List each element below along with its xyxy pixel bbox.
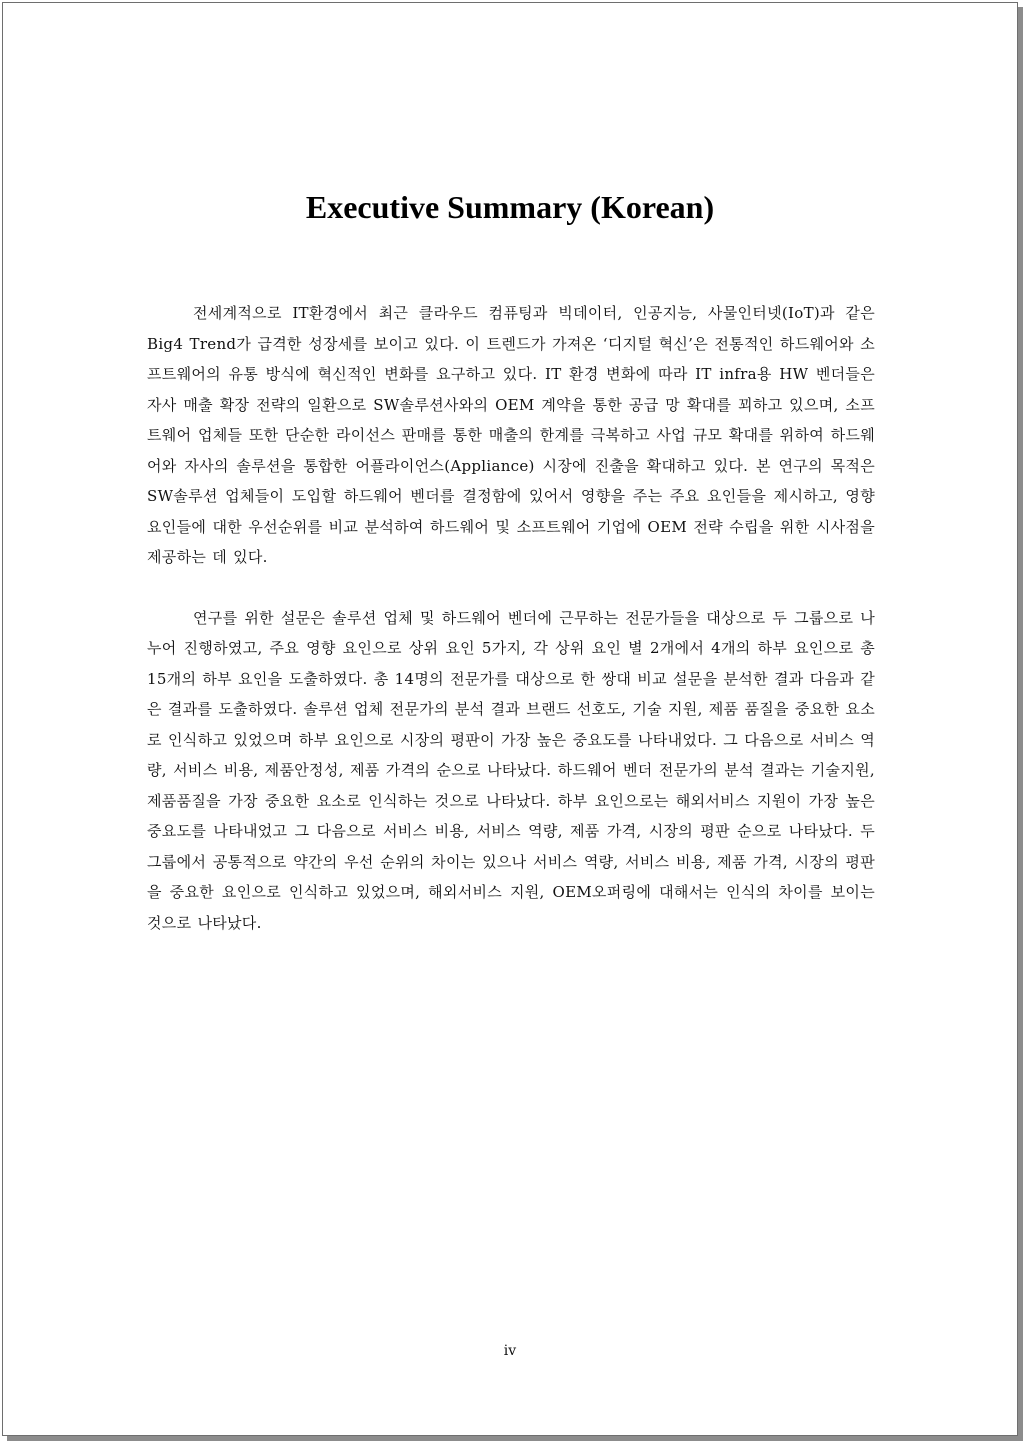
summary-body <box>147 298 875 938</box>
summary-paragraph-2: 연구를 위한 설문은 솔루션 업체 및 하드웨어 벤더에 근무하는 전문가들을 대상으로 두 그룹으로 나누어 진행하였고, 주요 영향 요인으로 상위 요인 5가지, 각 상위 요인 별 2개에서 4개의 하부 요인으로 총 15개의 하부 요인을 도출하였다. 총 14명의 전문가를 대상으로 한 쌍대 비교 설문을 분석한 결과 다음과 같은 결과를 도출하였다. 솔루션 업체 전문가의 분석 결과 브랜드 선호도, 기술 지원, 제품 품질을 중요한 요소로 인식하고 있었으며 하부 요인으로 시장의 평판이 가장 높은 중요도를 나타내었다. 그 다음으로 서비스 역량, 서비스 비용, 제품안정성, 제품 가격의 순으로 나타났다. 하드웨어 벤더 전문가의 분석 결과는 기술지원, 제품품질을 가장 중요한 요소로 인식하는 것으로 나타났다. 하부 요인으로는 해외서비스 지원이 가장 높은 중요도를 나타내었고 그 다음으로 서비스 비용, 서비스 역량, 제품 가격, 시장의 평판 순으로 나타났다. 두 그룹에서 공통적으로 약간의 우선 순위의 차이는 있으나 서비스 역량, 서비스 비용, 제품 가격, 시장의 평판을 중요한 요인으로 인식하고 있었으며, 해외서비스 지원, OEM오퍼링에 대해서는 인식의 차이를 보이는 것으로 나타났다. <box>147 608 875 932</box>
summary-paragraph-1: 전세계적으로 IT환경에서 최근 클라우드 컴퓨팅과 빅데이터, 인공지능, 사물인터넷(IoT)과 같은 Big4 Trend가 급격한 성장세를 보이고 있다. 이 트렌드가 가져온 ‘디지털 혁신’은 전통적인 하드웨어와 소프트웨어의 유통 방식에 혁신적인 변화를 요구하고 있다. IT 환경 변화에 따라 IT infra용 HW 벤더들은 자사 매출 확장 전략의 일환으로 SW솔루션사와의 OEM 계약을 통한 공급 망 확대를 꾀하고 있으며, 소프트웨어 업체들 또한 단순한 라이선스 판매를 통한 매출의 한계를 극복하고 사업 규모 확대를 위하여 하드웨어와 자사의 솔루션을 통합한 어플라이언스(Appliance) 시장에 진출을 확대하고 있다. 본 연구의 목적은 SW솔루션 업체들이 도입할 하드웨어 벤더를 결정함에 있어서 영향을 주는 주요 요인들을 제시하고, 영향 요인들에 대한 우선순위를 비교 분석하여 하드웨어 및 소프트웨어 기업에 OEM 전략 수립을 위한 시사점을 제공하는 데 있다. <box>147 304 875 566</box>
page-title: Executive Summary (Korean) <box>305 189 715 225</box>
document-page <box>2 2 1018 1436</box>
page-number: iv <box>503 1343 517 1359</box>
